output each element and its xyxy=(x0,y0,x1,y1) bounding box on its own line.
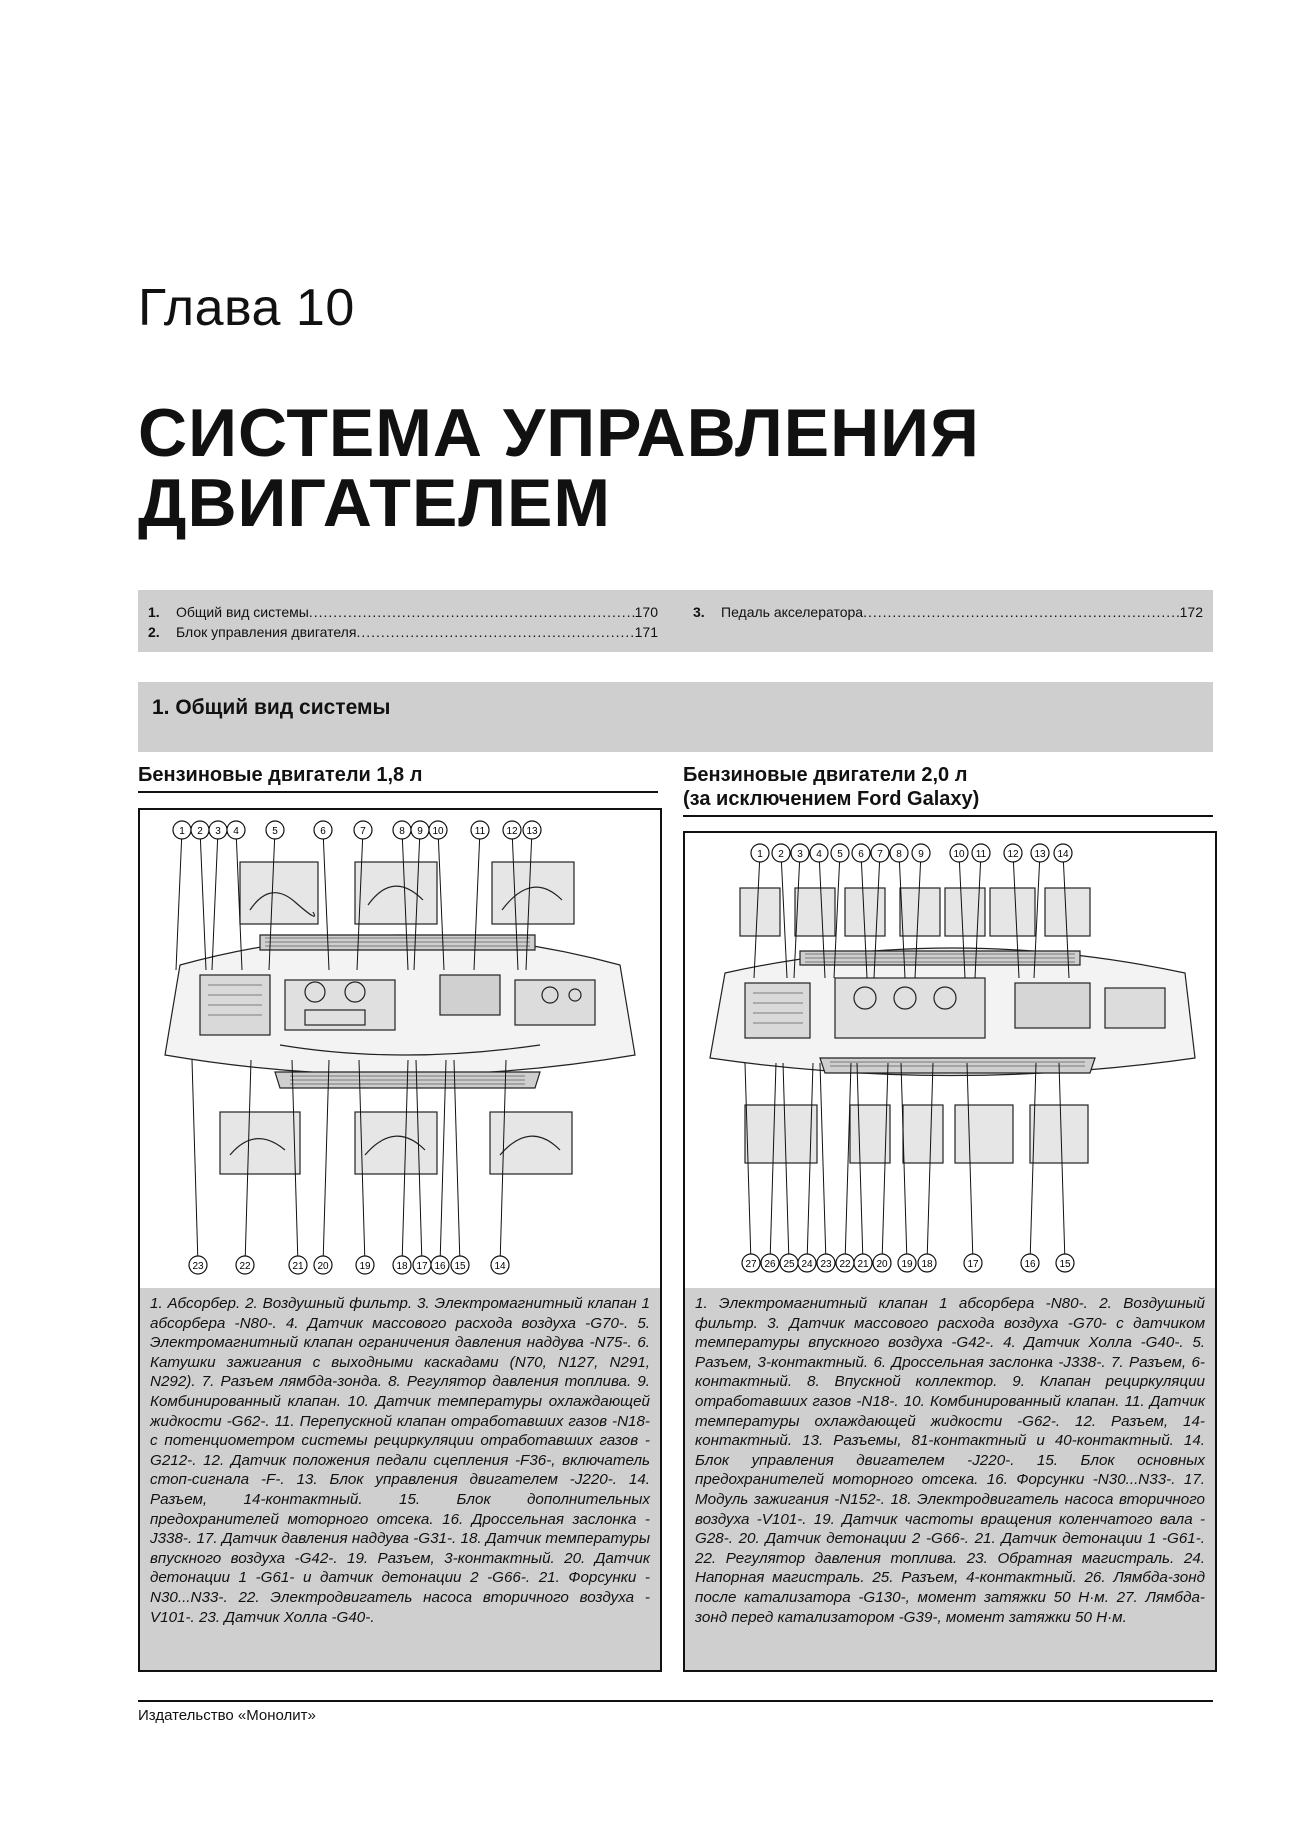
leader-line xyxy=(176,830,182,970)
engine-diagram-1-8 xyxy=(138,808,662,1290)
engine-bay-illustration xyxy=(685,833,1215,1288)
table-of-contents xyxy=(138,590,1213,652)
left-figure-caption: 1. Абсорбер. 2. Воздушный фильтр. 3. Электромагнитный клапан 1 абсорбера -N80-. 4. Датчик массового расхода воздуха -G70-. 5. Электромагнитный клапан ограничения давления наддува -N75-. 6. Катушки зажигания с выходными каскадами (N70, N127, N291, N292). 7. Разъем лямбда-зонда. 8. Регулятор давления топлива. 9. Комбинированный клапан. 10. Датчик температуры охлаждающей жидкости -G62-. 11. Перепускной клапан отработавших газов -N18- с потенциометром системы рециркуляции отработавших газов -G212-. 12. Датчик положения педали сцепления -F36-, включатель стоп-сигнала -F-. 13. Блок управления двигателем -J220-. 14. Разъем, 14-контактный. 15. Блок дополнительных предохранителей моторного отсека. 16. Дроссельная заслонка -J338-. 17. Датчик давления наддува -G31-. 18. Датчик температуры впускного воздуха -G42-. 19. Разъем, 3-контактный. 20. Датчик детонации 1 -G61- и датчик детонации 2 -G66-. 21. Форсунки -N30...N33-. 22. Электродвигатель насоса вторичного воздуха -V101-. 23. Датчик Холла -G40-. xyxy=(138,1288,662,1672)
callout-number: 15 xyxy=(1059,1259,1071,1270)
callout-number: 7 xyxy=(877,849,883,860)
footer-rule xyxy=(138,1700,1213,1702)
callout-number: 5 xyxy=(837,849,843,860)
leader-line xyxy=(212,830,218,970)
leader-line xyxy=(781,853,787,978)
callout-number: 19 xyxy=(901,1259,913,1270)
callout-number: 11 xyxy=(975,849,987,860)
callout-number: 25 xyxy=(783,1259,795,1270)
toc-item-label: Блок управления двигателя xyxy=(176,624,357,640)
callout-number: 9 xyxy=(918,849,924,860)
callout-number: 22 xyxy=(239,1261,251,1272)
callout-number: 4 xyxy=(816,849,822,860)
callout-number: 2 xyxy=(197,826,203,837)
leader-line xyxy=(454,1060,460,1265)
toc-left-column xyxy=(148,602,658,642)
toc-item[interactable] xyxy=(693,602,1203,622)
leader-line xyxy=(440,1060,446,1265)
callout-number: 8 xyxy=(399,826,405,837)
callout-number: 20 xyxy=(876,1259,888,1270)
callout-number: 23 xyxy=(820,1259,832,1270)
toc-item-page: 170 xyxy=(634,604,658,620)
toc-item-page: 172 xyxy=(1179,604,1203,620)
toc-item-label: Педаль акселератора xyxy=(721,604,864,620)
callout-number: 19 xyxy=(359,1261,371,1272)
callout-number: 1 xyxy=(757,849,763,860)
callout-number: 12 xyxy=(506,826,518,837)
engine-diagram-2-0 xyxy=(683,831,1217,1290)
leader-line xyxy=(200,830,206,970)
engine-bay-illustration xyxy=(140,810,660,1288)
title-line-2: ДВИГАТЕЛЕМ xyxy=(138,465,612,541)
callout-number: 17 xyxy=(416,1261,428,1272)
callout-number: 16 xyxy=(1024,1259,1036,1270)
callout-number: 13 xyxy=(526,826,538,837)
callout-number: 10 xyxy=(432,826,444,837)
callout-number: 24 xyxy=(801,1259,813,1270)
callout-number: 27 xyxy=(745,1259,757,1270)
toc-item-label: Общий вид системы xyxy=(176,604,309,620)
toc-item[interactable] xyxy=(148,602,658,622)
toc-item-number: 2. xyxy=(148,624,160,640)
callout-number: 10 xyxy=(953,849,965,860)
title-line-1: СИСТЕМА УПРАВЛЕНИЯ xyxy=(138,395,980,471)
right-column-heading xyxy=(683,763,1213,817)
toc-leader-dots xyxy=(309,602,635,622)
callout-number: 9 xyxy=(417,826,423,837)
toc-item[interactable] xyxy=(148,622,658,642)
toc-item-page: 171 xyxy=(634,624,658,640)
callout-number: 6 xyxy=(320,826,326,837)
leader-line xyxy=(820,1063,826,1263)
engine-block xyxy=(285,980,395,1030)
callout-number: 21 xyxy=(292,1261,304,1272)
callout-number: 6 xyxy=(858,849,864,860)
toc-right-column xyxy=(693,602,1203,622)
inset-lambda-connector xyxy=(355,862,437,924)
left-column-heading: Бензиновые двигатели 1,8 л xyxy=(138,763,658,793)
callout-number: 1 xyxy=(179,826,185,837)
callout-number: 23 xyxy=(192,1261,204,1272)
callout-number: 3 xyxy=(215,826,221,837)
callout-number: 18 xyxy=(396,1261,408,1272)
inset-egr-valve xyxy=(492,862,574,924)
inset-14-pin-connector xyxy=(490,1112,572,1174)
callout-number: 26 xyxy=(764,1259,776,1270)
leader-line xyxy=(192,1060,198,1265)
toc-leader-dots xyxy=(356,622,634,642)
chapter-label: Глава 10 xyxy=(138,279,355,337)
right-heading-line-1: Бензиновые двигатели 2,0 л xyxy=(683,764,968,786)
callout-number: 14 xyxy=(494,1261,506,1272)
callout-number: 12 xyxy=(1007,849,1019,860)
toc-item-number: 1. xyxy=(148,604,160,620)
callout-number: 16 xyxy=(434,1261,446,1272)
callout-number: 5 xyxy=(272,826,278,837)
callout-number: 11 xyxy=(474,826,486,837)
callout-number: 20 xyxy=(317,1261,329,1272)
toc-item-number: 3. xyxy=(693,604,705,620)
callout-number: 21 xyxy=(857,1259,869,1270)
leader-line xyxy=(323,1060,329,1265)
callout-number: 15 xyxy=(454,1261,466,1272)
chapter-title xyxy=(138,395,980,541)
section-header xyxy=(138,682,1213,752)
callout-number: 7 xyxy=(360,826,366,837)
callout-number: 13 xyxy=(1034,849,1046,860)
callout-number: 14 xyxy=(1057,849,1069,860)
callout-number: 3 xyxy=(797,849,803,860)
inset-secondary-air-pump xyxy=(220,1112,300,1174)
fuse-box xyxy=(440,975,500,1015)
right-heading-line-2: (за исключением Ford Galaxy) xyxy=(683,788,980,810)
callout-number: 8 xyxy=(896,849,902,860)
section-title: 1. Общий вид системы xyxy=(152,696,391,719)
right-figure-caption: 1. Электромагнитный клапан 1 абсорбера -N80-. 2. Воздушный фильтр. 3. Датчик массового расхода воздуха -G70- с датчиком температуры впускного воздуха -G42-. 4. Датчик Холла -G40-. 5. Разъем, 3-контактный. 6. Дроссельная заслонка -J338-. 7. Разъем, 6-контактный. 8. Впускной коллектор. 9. Клапан рециркуляции отработавших газов -N18-. 10. Комбинированный клапан. 11. Датчик температуры охлаждающей жидкости -G62-. 12. Разъем, 14-контактный. 13. Разъемы, 81-контактный и 40-контактный. 14. Блок управления двигателем -J220-. 15. Блок основных предохранителей моторного отсека. 16. Форсунки -N30...N33-. 17. Модуль зажигания -N152-. 18. Электродвигатель насоса вторичного воздуха -V101-. 19. Датчик частоты вращения коленчатого вала -G28-. 20. Датчик детонации 2 -G66-. 21. Датчик детонации 1 -G61-. 22. Регулятор давления топлива. 23. Обратная магистраль. 24. Напорная магистраль. 25. Разъем, 4-контактный. 26. Лямбда-зонд после катализатора -G130-, момент затяжки 50 Н·м. 27. Лямбда-зонд перед катализатором -G39-, момент затяжки 50 Н·м. xyxy=(683,1288,1217,1672)
callout-number: 2 xyxy=(778,849,784,860)
publisher-name: Издательство «Монолит» xyxy=(138,1707,316,1724)
inset-knock-sensors xyxy=(355,1112,437,1174)
callout-number: 4 xyxy=(233,826,239,837)
callout-number: 17 xyxy=(967,1259,979,1270)
battery xyxy=(515,980,595,1025)
callout-number: 18 xyxy=(921,1259,933,1270)
toc-leader-dots xyxy=(863,602,1180,622)
callout-number: 22 xyxy=(839,1259,851,1270)
